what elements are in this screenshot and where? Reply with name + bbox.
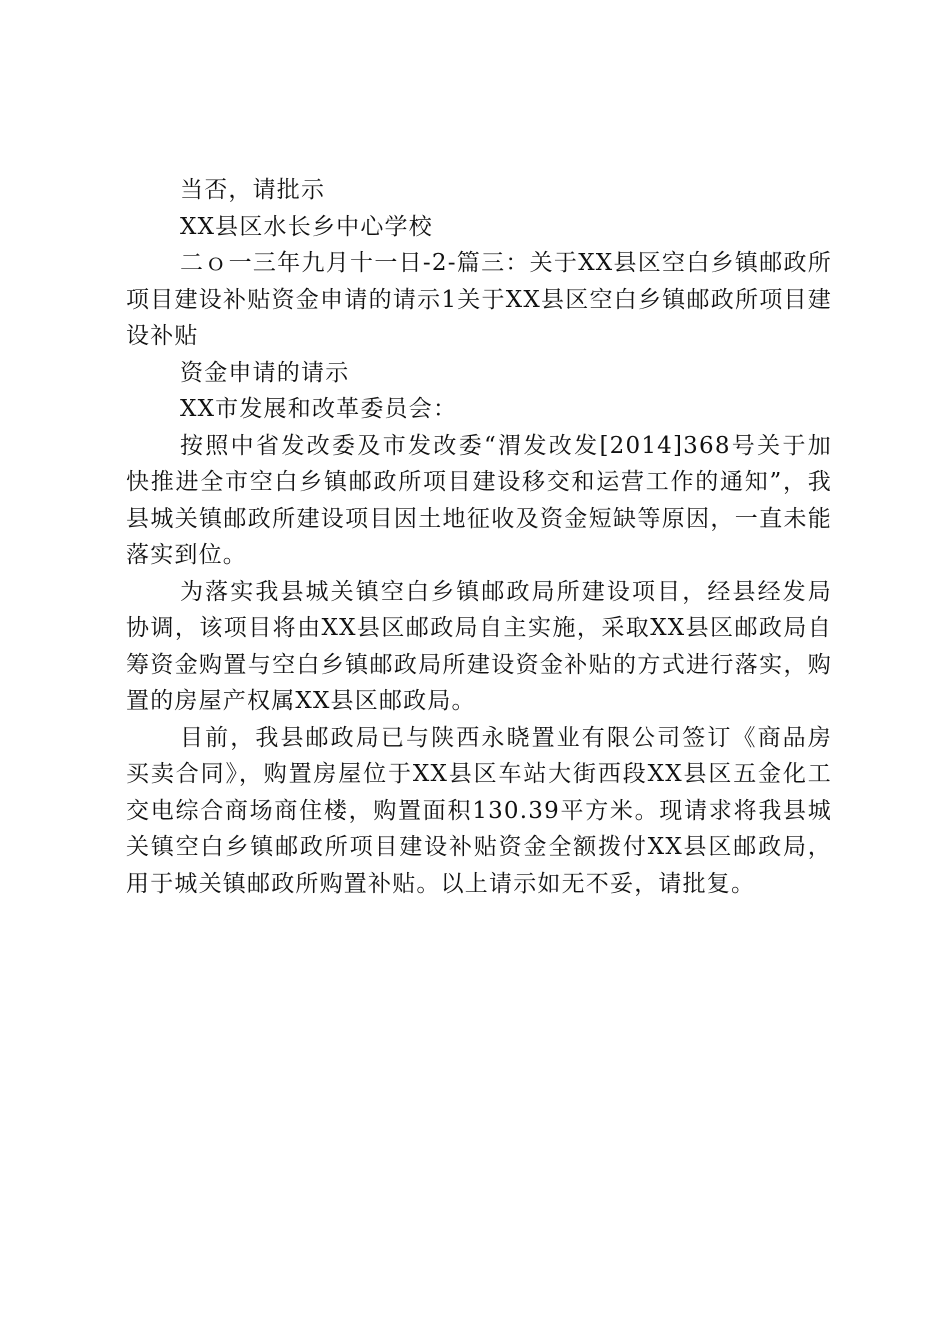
body-paragraph-2: 为落实我县城关镇空白乡镇邮政局所建设项目，经县经发局协调，该项目将由XX县区邮政局自主实施，采取XX县区邮政局自筹资金购置与空白乡镇邮政局所建设资金补贴的方式进行落实，购置的房屋产权属XX县区邮政局。 bbox=[126, 578, 832, 714]
title-continuation: 资金申请的请示 bbox=[180, 359, 350, 386]
addressee: XX市发展和改革委员会： bbox=[180, 396, 458, 422]
closing-line: 当否，请批示 bbox=[180, 177, 326, 203]
body-paragraph-1: 按照中省发改委及市发改委“渭发改发[2014]368号关于加快推进全市空白乡镇邮政所项目建设移交和运营工作的通知”，我县城关镇邮政所建设项目因土地征收及资金短缺等原因，一直未能落实到位。 bbox=[126, 432, 832, 568]
signature-school: XX县区水长乡中心学校 bbox=[180, 213, 433, 240]
date-and-title-paragraph: 二ｏ一三年九月十一日-2-篇三：关于XX县区空白乡镇邮政所项目建设补贴资金申请的请示1关于XX县区空白乡镇邮政所项目建设补贴 bbox=[126, 250, 832, 349]
body-paragraph-3: 目前，我县邮政局已与陕西永晓置业有限公司签订《商品房买卖合同》，购置房屋位于XX县区车站大街西段XX县区五金化工交电综合商场商住楼，购置面积130.39平方米。现请求将我县城关镇空白乡镇邮政所项目建设补贴资金全额拨付XX县区邮政局，用于城关镇邮政所购置补贴。以上请示如无不妥，请批复。 bbox=[126, 724, 832, 897]
document-body bbox=[126, 172, 832, 902]
